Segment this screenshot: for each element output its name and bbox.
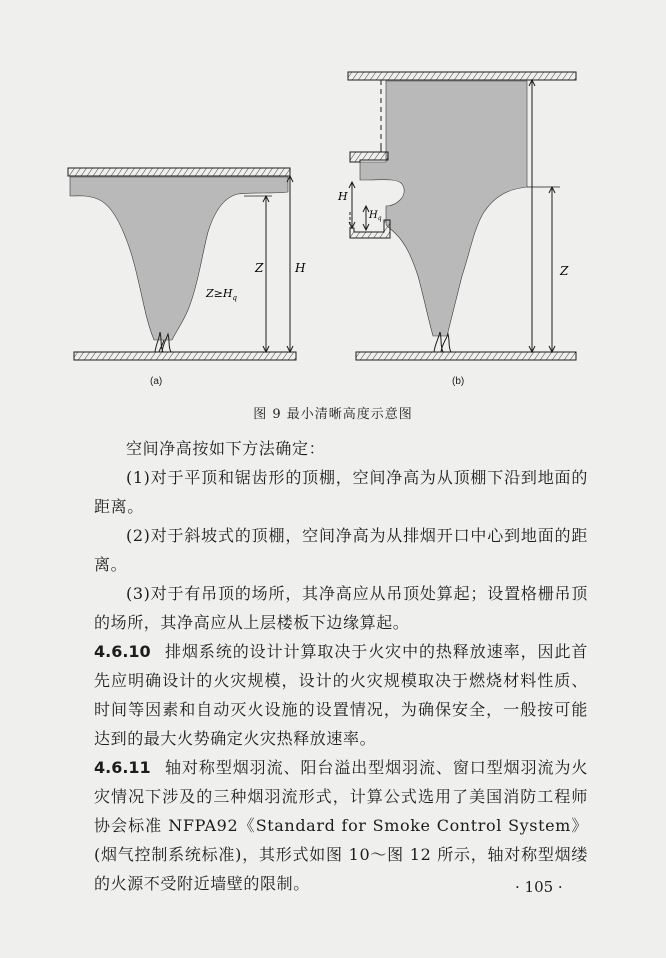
- smoke-plume-b: [360, 81, 527, 336]
- label-z-a: Z: [255, 261, 264, 275]
- paragraph-item-3: (3)对于有吊顶的场所，其净高应从吊顶处算起；设置格栅吊顶的场所，其净高应从上层楼板下边缘算起。: [94, 584, 588, 632]
- section-4-6-10: [94, 637, 588, 753]
- section-4-6-11: [94, 753, 588, 898]
- label-rule-a: $Z\ge H_q$: [206, 287, 237, 302]
- label-hq-b: $H_q$: [369, 210, 382, 222]
- label-h-a: H: [295, 261, 306, 275]
- diagram-a: [68, 168, 306, 360]
- label-h-b: H: [338, 190, 348, 203]
- balcony-lower-b: [350, 220, 390, 238]
- paragraph-item-2: (2)对于斜坡式的顶棚，空间净高为从排烟开口中心到地面的距离。: [94, 526, 588, 574]
- page-number: · 105 ·: [515, 878, 563, 896]
- paragraph-intro: 空间净高按如下方法确定：: [126, 439, 326, 458]
- section-number: 4.6.10: [94, 642, 151, 661]
- paragraph-item-1: (1)对于平顶和锯齿形的顶棚，空间净高为从顶棚下沿到地面的距离。: [94, 468, 588, 516]
- section-number: 4.6.11: [94, 758, 151, 777]
- subfigure-label-a: (a): [150, 376, 163, 387]
- section-text: 轴对称型烟羽流、阳台溢出型烟羽流、窗口型烟羽流为火灾情况下涉及的三种烟羽流形式，计算公式选用了美国消防工程师协会标准 NFPA92《Standard for Smoke Control System》(烟气控制系统标准)，其形式如图 10～图 12 所示，轴对称型烟缕的火源不受附近墙壁的限制。: [94, 758, 588, 893]
- diagram-b: [337, 72, 576, 360]
- figure-9: [0, 0, 666, 400]
- balcony-upper-b: [350, 152, 388, 162]
- section-text: 排烟系统的设计计算取决于火灾中的热释放速率，因此首先应明确设计的火灾规模，设计的火灾规模取决于燃烧材料性质、时间等因素和自动灭火设施的设置情况，为确保安全，一般按可能达到的最大火势确定火灾热释放速率。: [94, 642, 588, 748]
- figure-caption: 图 9 最小清晰高度示意图: [253, 407, 413, 422]
- smoke-plume-a: [70, 177, 288, 340]
- floor-a: [74, 352, 296, 360]
- ceiling-slab-b: [348, 72, 576, 80]
- floor-b: [356, 352, 576, 360]
- label-z-b: Z: [560, 264, 569, 278]
- subfigure-label-b: (b): [452, 376, 465, 387]
- ceiling-slab-a: [68, 168, 290, 176]
